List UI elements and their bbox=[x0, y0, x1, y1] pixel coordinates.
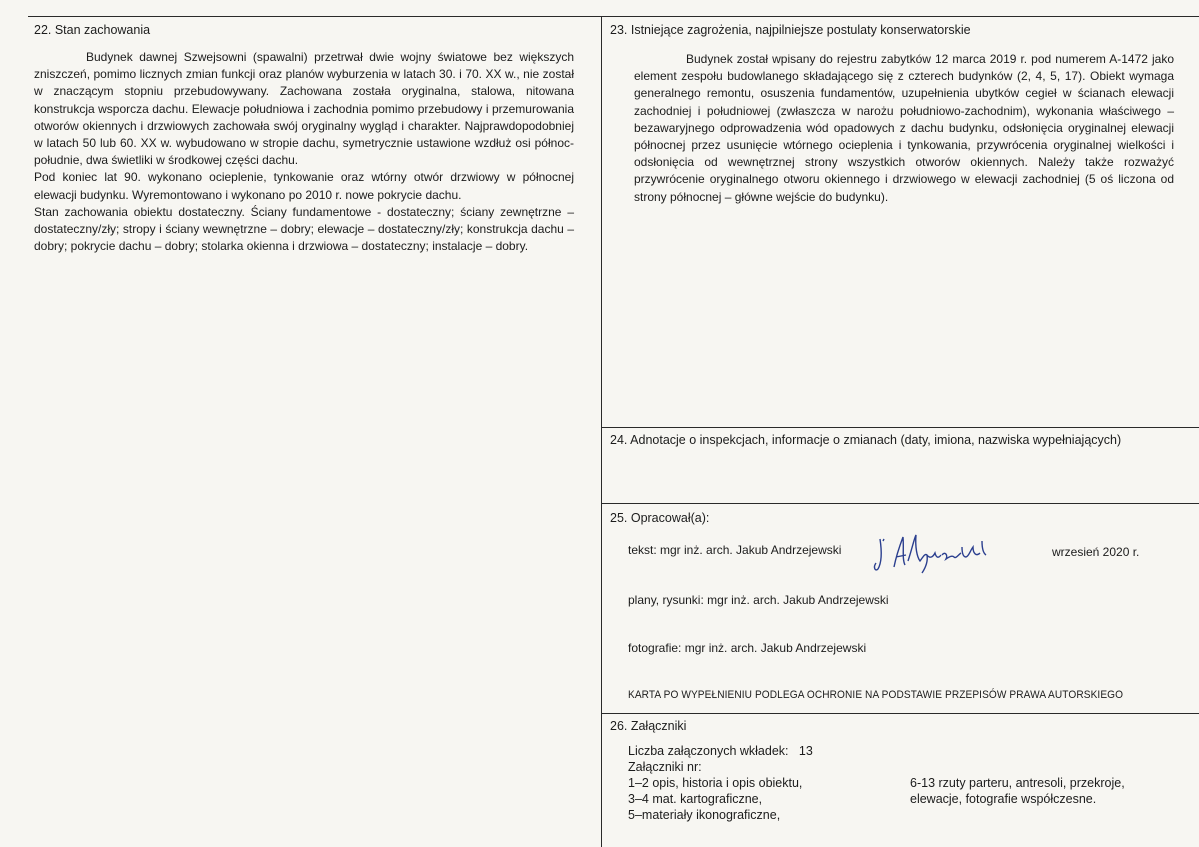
section-23-title: 23. Istniejące zagrożenia, najpilniejsze postulaty konserwatorskie bbox=[610, 23, 971, 37]
attachment-item: 6-13 rzuty parteru, antresoli, przekroje, bbox=[910, 776, 1125, 790]
attachment-count: Liczba załączonych wkładek: 13 bbox=[628, 744, 813, 758]
section-22-paragraph-2: Pod koniec lat 90. wykonano ocieplenie, tynkowanie oraz wtórny otwór drzwiowy w północnej elewacji budynku. Wyremontowano i wykonano po 2010 r. nowe pokrycie dachu. bbox=[34, 170, 574, 202]
attachment-list-header: Załączniki nr: bbox=[628, 760, 702, 774]
section-23-paragraph-1: Budynek został wpisany do rejestru zabytków 12 marca 2019 r. pod numerem A-1472 jako element zespołu budowlanego składającego się z czterech budynków (2, 4, 5, 17). Obiekt wymaga generalnego remontu, osuszenia fundamentów, uzupełnienia ubytków cegieł w ścianach elewacji zachodniej i południowej (zwłaszcza w narożu południowo-zachodnim), wykonania właściwego – bezawaryjnego odprowadzenia wód opadowych z dachu budynku, odsłonięcia oryginalnej elewacji północnej przez usunięcie wtórnego ocieplenia i tynkowania, przywrócenia oryginalnej wielkości i odsłonięcia od wewnętrznej strony wszystkich otworów okiennych. Należy także rozważyć przywrócenie oryginalnego otworu okiennego i drzwiowego w elewacji zachodniej (5 oś liczona od strony północnej – główne wejście do budynku). bbox=[634, 52, 1174, 204]
signature-image bbox=[870, 527, 1000, 577]
section-23-body bbox=[634, 51, 1174, 206]
section-22-paragraph-1: Budynek dawnej Szwejsowni (spawalni) przetrwał dwie wojny światowe bez większych zniszczeń, pomimo licznych zmian funkcji oraz planów wyburzenia w latach 30. i 70. XX w., nie został w znaczącym stopniu przebudowywany. Zachowana została oryginalna, stalowa, nitowana konstrukcja wsporcza dachu. Elewacje południowa i zachodnia pomimo przebudowy i przemurowania otworów okiennych i drzwiowych zachowała swój oryginalny wygląd i charakter. Najprawdopodobniej w latach 50 lub 60. XX w. wybudowano w stropie dachu, symetrycznie ustawione wzdłuż osi północ-południe, dwa świetliki w środkowej części dachu. bbox=[34, 50, 574, 168]
attachment-item: elewacje, fotografie współczesne. bbox=[910, 792, 1097, 806]
copyright-notice: KARTA PO WYPEŁNIENIU PODLEGA OCHRONIE NA PODSTAWIE PRZEPISÓW PRAWA AUTORSKIEGO bbox=[628, 689, 1124, 701]
attachments-right bbox=[910, 775, 1125, 807]
divider-26 bbox=[601, 713, 1199, 714]
top-border bbox=[28, 16, 1199, 17]
section-22-paragraph-3: Stan zachowania obiektu dostateczny. Ściany fundamentowe - dostateczny; ściany zewnętrzne – dostateczny/zły; stropy i ściany wewnętrzne – dobry; elewacje – dostateczny/zły; konstrukcja dachu – dobry; pokrycie dachu – dobry; stolarka okienna i drzwiowa – dostateczny; instalacje – dobry. bbox=[34, 204, 574, 254]
attachment-item: 3–4 mat. kartograficzne, bbox=[628, 792, 763, 806]
section-24-title: 24. Adnotacje o inspekcjach, informacje o zmianach (daty, imiona, nazwiska wypełniających) bbox=[610, 433, 1122, 447]
attachment-item: 1–2 opis, historia i opis obiektu, bbox=[628, 776, 803, 790]
column-divider bbox=[601, 16, 602, 847]
divider-25 bbox=[601, 503, 1199, 504]
date-text: wrzesień 2020 r. bbox=[1052, 545, 1140, 559]
plans-author-line: plany, rysunki: mgr inż. arch. Jakub Andrzejewski bbox=[628, 593, 889, 607]
section-22-title: 22. Stan zachowania bbox=[34, 23, 151, 37]
attachment-item: 5–materiały ikonograficzne, bbox=[628, 808, 781, 822]
text-author-line: tekst: mgr inż. arch. Jakub Andrzejewski bbox=[628, 543, 842, 557]
section-26-title: 26. Załączniki bbox=[610, 719, 687, 733]
section-25-title: 25. Opracował(a): bbox=[610, 511, 710, 525]
attachments-left bbox=[628, 743, 813, 823]
section-22-body bbox=[34, 49, 574, 255]
divider-24 bbox=[601, 427, 1199, 428]
photos-author-line: fotografie: mgr inż. arch. Jakub Andrzejewski bbox=[628, 641, 867, 655]
